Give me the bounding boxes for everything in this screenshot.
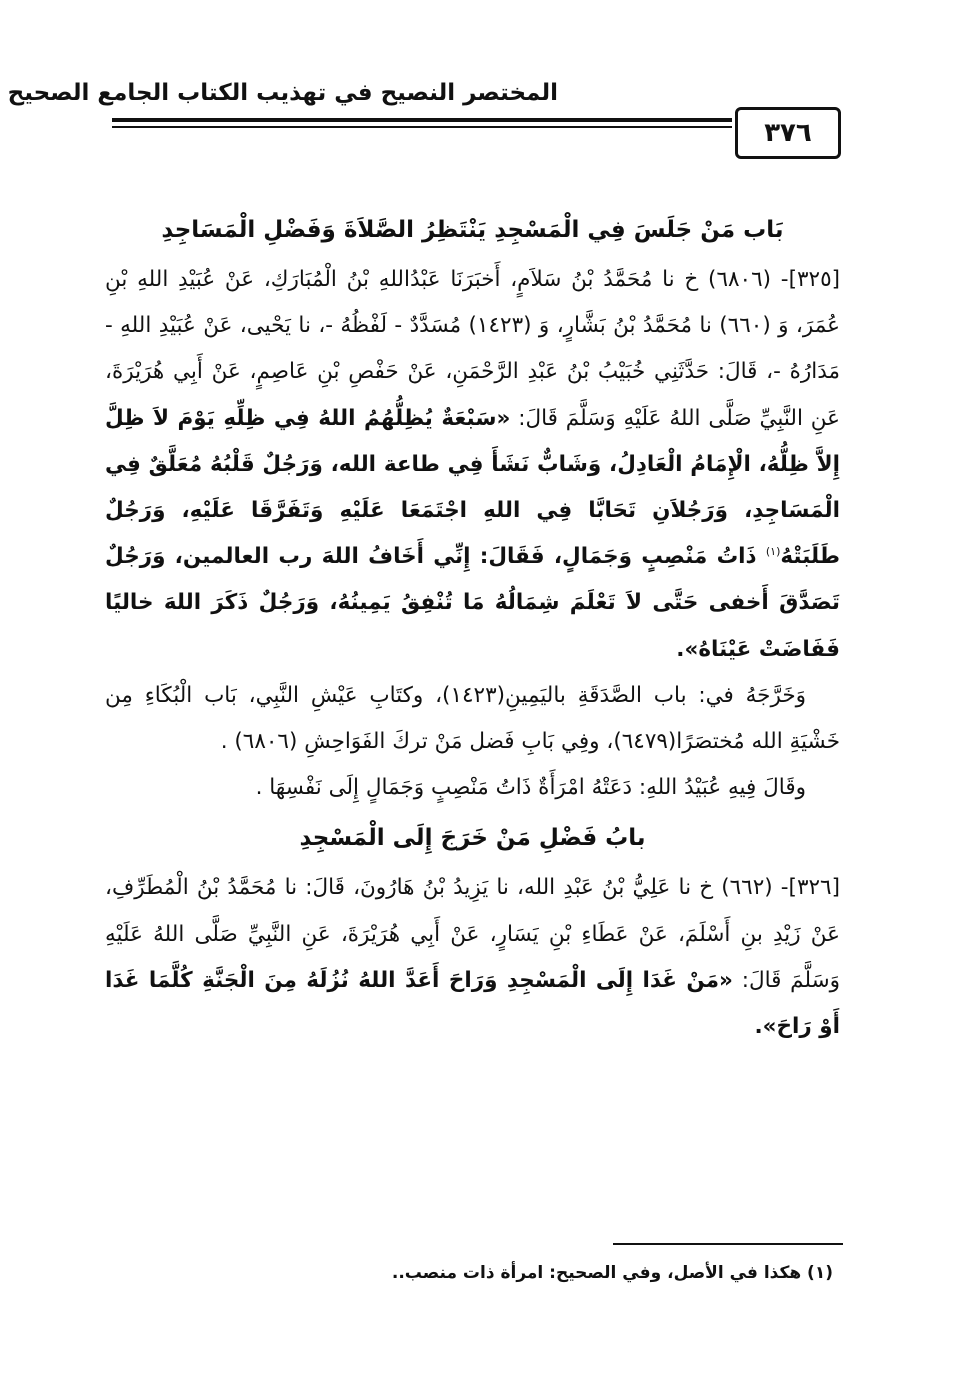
hadith-325 [105, 257, 840, 673]
takhrij-paragraph: وَخَرَّجَهُ في: باب الصَّدَقَةِ باليَمِينِ(١٤٢٣)، وكتَابِ عَيْشِ النَّبِي، بَاب الْبُكَاءِ مِن خَشْيَةِ الله مُختصَرًا(٦٤٧٩)، وفِي بَابِ فَضل مَنْ تركَ الفَوَاحِشِ (٦٨٠٦) . [105, 682, 840, 755]
hadith-326 [105, 865, 840, 1050]
footnote-1: (١) هكذا في الأصل، وفي الصحيح: امرأة ذات منصب.. [391, 1263, 833, 1283]
main-text [105, 203, 840, 1050]
chapter-heading-2: بابُ فَضْلِ مَنْ خَرَجَ إِلَى الْمَسْجِدِ [299, 825, 646, 852]
hadith-325-matn-b: ذَاتُ مَنْصِبٍ وَجَمَالٍ، فَقَالَ: إِنِّي أَخَافُ اللهَ رب العالمين، وَرَجُلٌ تَصَدَّقَ أَخفى حَتَّى لاَ تَعْلَمَ شِمَالُهُ مَا تُنْفِقُ يَمِينُهُ، وَرَجُلٌ ذَكَرَ اللهَ خاليًا فَفَاضَتْ عَيْنَاهُ». [105, 544, 840, 662]
hadith-325-matn-a: «سَبْعَةٌ يُظِلُّهُمُ اللهُ فِي ظِلِّهِ يَوْمَ لاَ ظِلَّ إِلاَّ ظِلُّهُ، الْإِمَامُ الْعَادِلُ، وَشَابٌّ نَشَأَ فِي طاعة الله، وَرَجُلٌ قَلْبُهُ مُعَلَّقٌ فِي الْمَسَاجِدِ، وَرَجُلاَنِ تَحَابَّا فِي اللهِ اجْتَمَعَا عَلَيْهِ وَتَفَرَّقَا عَلَيْهِ، وَرَجُلٌ طَلَبَتْهُ [105, 405, 840, 570]
page-number: ٣٧٦ [735, 107, 841, 159]
footnote-marker: (١) [765, 545, 781, 559]
note-paragraph: وقَالَ فِيهِ عُبَيْدُ اللهِ: دَعَتْهُ امْرَأَةٌ ذَاتُ مَنْصِبٍ وَجَمَالٍ إِلَى نَفْسِهَا . [255, 775, 806, 801]
hadith-326-matn: «مَنْ غَدَا إِلَى الْمَسْجِدِ وَرَاحَ أَعَدَّ اللهُ نُزُلَهُ مِنَ الْجَنَّةِ كُلَّمَا غَدَا أَوْ رَاحَ». [105, 967, 840, 1040]
header-rule-thick [112, 118, 732, 122]
header-rule-thin [112, 126, 732, 128]
hadith-325-isnad: [٣٢٥]- (٦٨٠٦) خ نا مُحَمَّدُ بْنُ سَلاَمٍ، أَخبَرَنَا عَبْدُاللهِ بْنُ الْمُبَارَكِ، عَنْ عُبَيْدِ اللهِ بْنِ عُمَرَ، وَ (٦٦٠) نا مُحَمَّدُ بْنُ بَشَّارٍ، وَ (١٤٢٣) مُسَدَّدٌ - لَفْظُهُ -، نا يَحْيى، عَنْ عُبَيْدِ اللهِ - مَدَارُهُ -، قَالَ: حَدَّثَنِي خُبَيْبُ بْنُ عَبْدِ الرَّحْمَنِ، عَنْ حَفْصِ بْنِ عَاصِمٍ، عَنْ أَبِي هُرَيْرَةَ، عَنِ النَّبِيِّ صَلَّى اللهُ عَلَيْهِ وَسَلَّمَ قَالَ: [105, 267, 841, 431]
running-title: المختصر النصيح في تهذيب الكتاب الجامع الصحيح [7, 80, 558, 106]
hadith-326-isnad: [٣٢٦]- (٦٦٢) خ نا عَلِيُّ بْنُ عَبْدِ الله، نا يَزِيدُ بْنُ هَارُونَ، قَالَ: نا مُحَمَّدُ بْنُ الْمُطَرِّفِ، عَنْ زَيْدِ بنِ أَسْلَمَ، عَنْ عَطَاءِ بْنِ يَسَارٍ، عَنْ أَبِي هُرَيْرَةَ، عَنِ النَّبِيِّ صَلَّى اللهُ عَلَيْهِ وَسَلَّمَ قَالَ: [105, 875, 840, 993]
chapter-heading-1: بَاب مَنْ جَلَسَ فِي الْمَسْجِدِ يَنْتَظِرُ الصَّلاَةَ وَفَضْلِ الْمَسَاجِدِ [161, 217, 784, 243]
footnote-separator [613, 1243, 843, 1245]
